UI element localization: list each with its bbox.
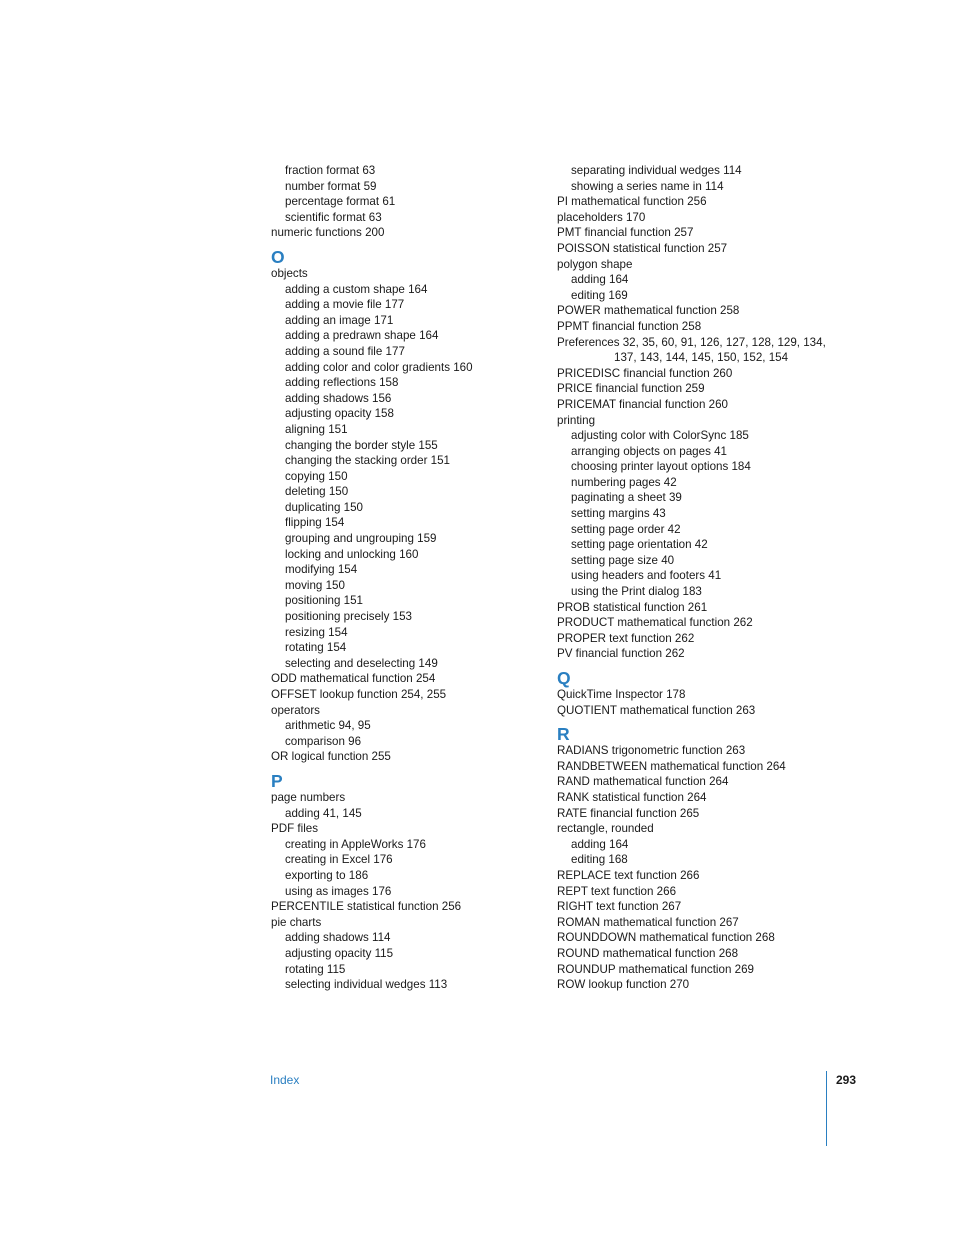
index-entry: operators: [271, 703, 320, 717]
index-entry: PRICEDISC financial function 260: [557, 366, 733, 380]
index-entry: RATE financial function 265: [557, 806, 700, 820]
index-subentry: creating in AppleWorks 176: [285, 837, 426, 851]
index-subentry: adding a movie file 177: [285, 298, 405, 312]
index-subentry: showing a series name in 114: [571, 179, 724, 193]
index-entry: POISSON statistical function 257: [557, 241, 728, 255]
index-entry: ROW lookup function 270: [557, 978, 690, 992]
index-entry: RIGHT text function 267: [557, 900, 682, 914]
index-subentry: fraction format 63: [285, 164, 376, 177]
index-entry: ODD mathematical function 254: [271, 672, 436, 686]
index-entry: Preferences 32, 35, 60, 91, 126, 127, 128, 129, 134,: [557, 335, 826, 349]
index-subentry: adding a sound file 177: [285, 344, 405, 358]
index-subentry: adjusting opacity 158: [285, 407, 394, 421]
index-subentry: adding color and color gradients 160: [285, 360, 473, 374]
index-subentry: setting page orientation 42: [571, 538, 708, 552]
index-letter-heading: Q: [557, 668, 571, 688]
index-subentry: aligning 151: [285, 422, 348, 436]
index-subentry: exporting to 186: [285, 868, 369, 882]
index-entry: numeric functions 200: [271, 226, 385, 240]
index-entry: PI mathematical function 256: [557, 195, 707, 209]
index-column-left: [271, 163, 541, 993]
index-subentry: selecting individual wedges 113: [285, 978, 448, 992]
index-entry: RANK statistical function 264: [557, 790, 707, 804]
index-letter-heading: P: [271, 770, 283, 791]
index-entry: PROPER text function 262: [557, 631, 695, 645]
index-subentry: number format 59: [285, 179, 377, 193]
index-subentry: positioning 151: [285, 594, 363, 608]
index-subentry: adding 41, 145: [285, 806, 362, 820]
index-entry: placeholders 170: [557, 210, 646, 224]
index-subentry: numbering pages 42: [571, 475, 677, 489]
index-subentry: locking and unlocking 160: [285, 547, 419, 561]
index-subentry: rotating 154: [285, 641, 347, 655]
index-entry: PRODUCT mathematical function 262: [557, 616, 753, 630]
index-subentry: adding an image 171: [285, 313, 394, 327]
index-entry: ROUNDDOWN mathematical function 268: [557, 931, 775, 945]
index-column-right: [557, 163, 827, 993]
index-entry: QUOTIENT mathematical function 263: [557, 703, 756, 717]
index-subentry: adding 164: [571, 273, 629, 287]
index-subentry: grouping and ungrouping 159: [285, 532, 437, 546]
index-entry: ROUNDUP mathematical function 269: [557, 962, 754, 976]
index-entry: PDF files: [271, 822, 319, 836]
index-subentry: copying 150: [285, 469, 348, 483]
index-subentry: paginating a sheet 39: [571, 491, 682, 505]
index-subentry: changing the border style 155: [285, 438, 438, 452]
index-entry: objects: [271, 266, 308, 280]
index-subentry: arranging objects on pages 41: [571, 444, 727, 458]
index-subentry: duplicating 150: [285, 500, 363, 514]
index-entry: RANDBETWEEN mathematical function 264: [557, 759, 786, 773]
index-subentry: adding a predrawn shape 164: [285, 329, 439, 343]
index-entry: PRICEMAT financial function 260: [557, 397, 728, 411]
index-subentry: arithmetic 94, 95: [285, 719, 371, 733]
index-entry: REPT text function 266: [557, 884, 677, 898]
index-subentry: adding 164: [571, 837, 629, 851]
index-subentry: adding reflections 158: [285, 376, 399, 390]
index-entry-continuation: 137, 143, 144, 145, 150, 152, 154: [614, 351, 789, 365]
index-entry: rectangle, rounded: [557, 822, 654, 836]
index-subentry: scientific format 63: [285, 210, 382, 224]
index-entry: PROB statistical function 261: [557, 600, 708, 614]
index-entry: printing: [557, 413, 596, 427]
index-subentry: comparison 96: [285, 734, 362, 748]
index-subentry: using as images 176: [285, 884, 392, 898]
index-subentry: changing the stacking order 151: [285, 454, 451, 468]
index-entry: QuickTime Inspector 178: [557, 688, 686, 701]
index-subentry: resizing 154: [285, 625, 348, 639]
index-entry: ROUND mathematical function 268: [557, 946, 739, 960]
page-number: 293: [836, 1073, 857, 1087]
index-entry: page numbers: [271, 790, 346, 804]
index-entry: pie charts: [271, 915, 322, 929]
index-subentry: rotating 115: [285, 962, 346, 976]
index-subentry: adding a custom shape 164: [285, 282, 428, 296]
index-entry: ROMAN mathematical function 267: [557, 915, 739, 929]
index-subentry: using the Print dialog 183: [571, 585, 702, 599]
index-entry: RAND mathematical function 264: [557, 775, 729, 789]
index-subentry: setting page size 40: [571, 553, 675, 567]
index-entry: OR logical function 255: [271, 750, 391, 764]
index-entry: OFFSET lookup function 254, 255: [271, 688, 447, 701]
index-subentry: flipping 154: [285, 516, 345, 530]
index-subentry: selecting and deselecting 149: [285, 656, 438, 670]
index-subentry: editing 168: [571, 853, 628, 867]
index-entry: polygon shape: [557, 257, 633, 271]
index-subentry: adjusting color with ColorSync 185: [571, 429, 749, 443]
index-subentry: setting page order 42: [571, 522, 681, 536]
footer-section-label: Index: [270, 1073, 300, 1087]
index-subentry: adjusting opacity 115: [285, 946, 394, 960]
index-subentry: separating individual wedges 114: [571, 164, 742, 177]
index-subentry: deleting 150: [285, 485, 349, 499]
index-subentry: choosing printer layout options 184: [571, 460, 751, 474]
index-subentry: using headers and footers 41: [571, 569, 722, 583]
index-subentry: positioning precisely 153: [285, 610, 412, 624]
index-entry: PV financial function 262: [557, 647, 685, 661]
index-subentry: creating in Excel 176: [285, 853, 393, 867]
index-subentry: adding shadows 114: [285, 931, 391, 945]
index-subentry: setting margins 43: [571, 507, 666, 521]
index-entry: POWER mathematical function 258: [557, 304, 740, 318]
index-entry: REPLACE text function 266: [557, 868, 700, 882]
index-entry: PPMT financial function 258: [557, 319, 702, 333]
index-subentry: percentage format 61: [285, 195, 396, 209]
index-entry: RADIANS trigonometric function 263: [557, 744, 746, 758]
index-entry: PERCENTILE statistical function 256: [271, 900, 462, 914]
index-entry: PMT financial function 257: [557, 226, 694, 240]
index-entry: PRICE financial function 259: [557, 382, 705, 396]
index-subentry: editing 169: [571, 288, 628, 302]
index-subentry: modifying 154: [285, 563, 358, 577]
index-letter-heading: O: [271, 246, 285, 267]
footer-divider: [826, 1071, 827, 1146]
index-subentry: moving 150: [285, 578, 345, 592]
index-letter-heading: R: [557, 724, 570, 745]
index-subentry: adding shadows 156: [285, 391, 392, 405]
